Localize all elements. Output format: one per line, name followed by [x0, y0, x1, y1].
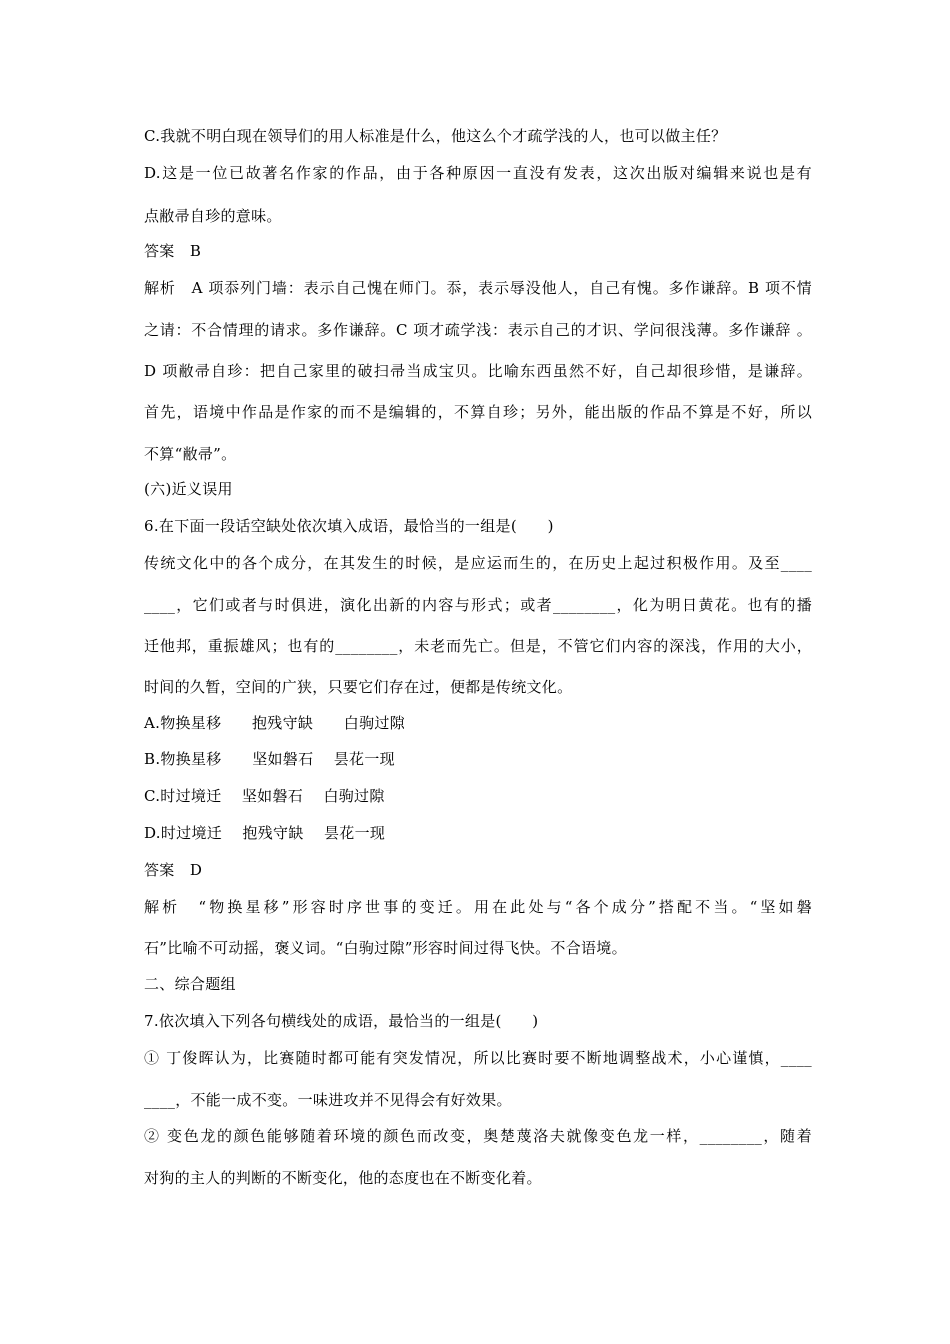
analysis-line: 首先，语境中作品是作家的而不是编辑的，不算自珍；另外，能出版的作品不算是不好，所以	[144, 403, 812, 421]
answer-line: 答案 B	[144, 242, 202, 260]
choice-a: A.物换星移 抱残守缺 白驹过隙	[144, 714, 406, 732]
choice-c: C.时过境迁 坚如磐石 白驹过隙	[144, 787, 385, 805]
choice-d: D.时过境迁 抱残守缺 昙花一现	[144, 824, 386, 842]
sentence-line: ____，不能一成不变。一味进攻并不见得会有好效果。	[144, 1091, 512, 1109]
passage-line: 传统文化中的各个成分，在其发生的时候，是应运而生的，在历史上起过积极作用。及至____	[144, 554, 812, 572]
sentence-line: 对狗的主人的判断的不断变化，他的态度也在不断变化着。	[144, 1169, 542, 1187]
analysis-line: 解析 “物换星移”形容时序世事的变迁。用在此处与“各个成分”搭配不当。“坚如磐	[144, 898, 812, 916]
analysis-line: 解析 A 项忝列门墙：表示自己愧在师门。忝，表示辱没他人，自己有愧。多作谦辞。B 项不情	[144, 279, 812, 297]
question-title: 7.依次填入下列各句横线处的成语，最恰当的一组是( )	[144, 1012, 539, 1030]
passage-line: ____，它们或者与时俱进，演化出新的内容与形式；或者________，化为明日黄花。也有的播	[144, 596, 812, 614]
analysis-line: 石”比喻不可动摇，褒义词。“白驹过隙”形容时间过得飞快。不合语境。	[144, 939, 627, 957]
analysis-line: D 项敝帚自珍：把自己家里的破扫帚当成宝贝。比喻东西虽然不好，自己却很珍惜，是谦辞。	[144, 362, 812, 380]
section-heading: 二、综合题组	[144, 975, 236, 993]
analysis-line: 之请：不合情理的请求。多作谦辞。C 项才疏学浅：表示自己的才识、学问很浅薄。多作谦辞 。	[144, 321, 812, 339]
answer-line: 答案 D	[144, 861, 203, 879]
passage-line: 时间的久暂，空间的广狭，只要它们存在过，便都是传统文化。	[144, 678, 573, 696]
question-title: 6.在下面一段话空缺处依次填入成语，最恰当的一组是( )	[144, 517, 554, 535]
choice-b: B.物换星移 坚如磐石 昙花一现	[144, 750, 395, 768]
analysis-line: 不算“敝帚”。	[144, 445, 237, 463]
option-c-line: C.我就不明白现在领导们的用人标准是什么，他这么个才疏学浅的人，也可以做主任？	[144, 127, 727, 145]
section-heading: (六)近义误用	[144, 480, 233, 498]
passage-line: 迁他邦，重振雄风；也有的________，未老而先亡。但是，不管它们内容的深浅，作用的大小，	[144, 637, 812, 655]
sentence-line: ② 变色龙的颜色能够随着环境的颜色而改变，奥楚蔑洛夫就像变色龙一样，________，随着	[144, 1127, 812, 1145]
option-d-line: D.这是一位已故著名作家的作品，由于各种原因一直没有发表，这次出版对编辑来说也是有	[144, 164, 812, 182]
option-d-continuation: 点敝帚自珍的意味。	[144, 207, 282, 225]
sentence-line: ① 丁俊晖认为，比赛随时都可能有突发情况，所以比赛时要不断地调整战术，小心谨慎，____	[144, 1049, 812, 1067]
